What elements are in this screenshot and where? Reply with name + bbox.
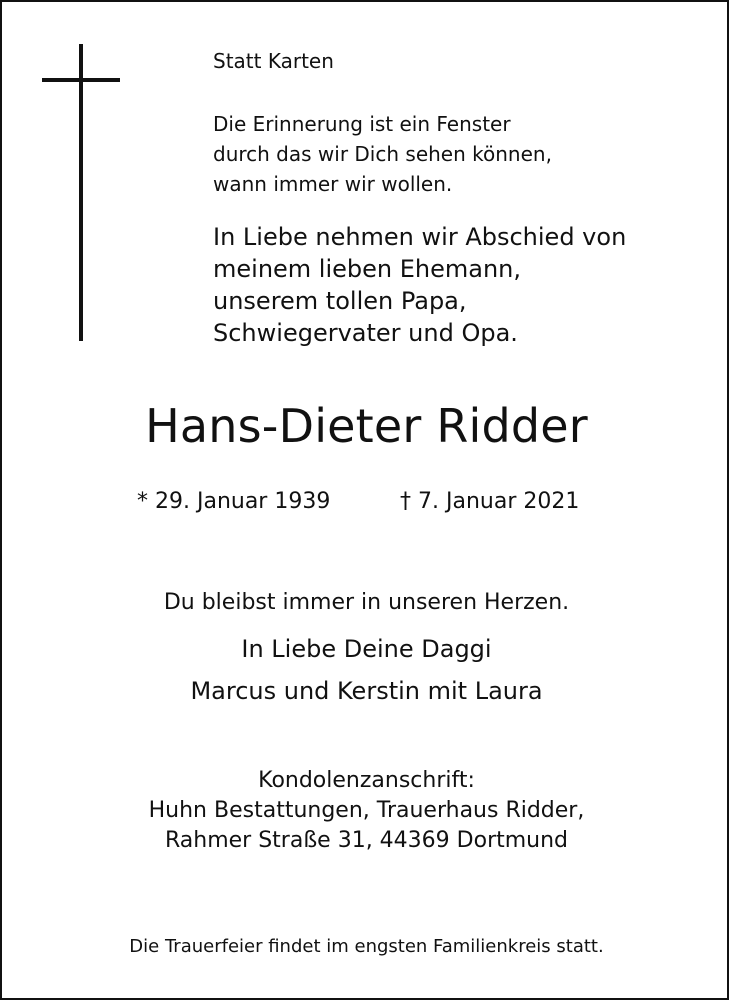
cross-icon (79, 44, 83, 341)
remembrance-line: Du bleibst immer in unseren Herzen. (163, 590, 570, 615)
quote-line: durch das wir Dich sehen können, (213, 142, 552, 166)
quote-line: Die Erinnerung ist ein Fenster (213, 112, 511, 136)
birth-date: * 29. Januar 1939 (137, 489, 331, 514)
signoff-line: Marcus und Kerstin mit Laura (190, 677, 543, 705)
farewell-line: Schwiegervater und Opa. (213, 319, 518, 347)
death-date: † 7. Januar 2021 (400, 489, 580, 514)
quote-line: wann immer wir wollen. (213, 172, 453, 196)
condolence-line: Kondolenzanschrift: (258, 768, 475, 793)
farewell-message (213, 221, 626, 349)
cross-icon-bar (42, 78, 120, 82)
condolence-line: Huhn Bestattungen, Trauerhaus Ridder, (148, 798, 585, 823)
farewell-line: In Liebe nehmen wir Abschied von (213, 223, 627, 251)
condolence-line: Rahmer Straße 31, 44369 Dortmund (164, 828, 569, 853)
signoff-line: In Liebe Deine Daggi (241, 635, 492, 663)
ceremony-note: Die Trauerfeier findet im engsten Familienkreis statt. (129, 936, 604, 957)
memorial-quote (213, 109, 552, 199)
family-signoff (2, 628, 729, 712)
deceased-name: Hans-Dieter Ridder (145, 399, 588, 453)
farewell-line: meinem lieben Ehemann, (213, 255, 522, 283)
farewell-line: unserem tollen Papa, (213, 287, 467, 315)
condolence-address (2, 766, 729, 856)
intro-text: Statt Karten (213, 49, 334, 73)
